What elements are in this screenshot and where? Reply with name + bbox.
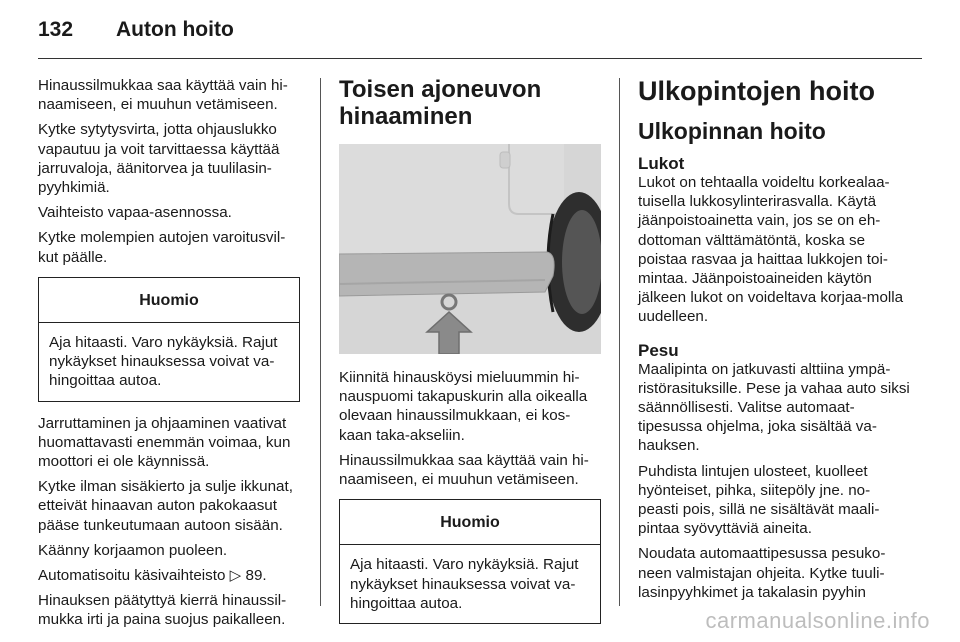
paragraph: Hinaussilmukkaa saa käyttää vain hi-naamiseen, ei muuhun vetämiseen. <box>339 451 589 489</box>
caution-note-title: Huomio <box>39 278 299 323</box>
header-divider <box>38 58 922 59</box>
caution-note-title: Huomio <box>340 500 600 545</box>
page-number: 132 <box>38 18 74 41</box>
column-divider-right <box>619 78 620 606</box>
paragraph: Kytke sytytysvirta, jotta ohjauslukko vapautuu ja voit tarvittaessa käyttää jarruvaloja, äänitorvea ja tuulilasin-pyyhkimiä. <box>38 121 280 197</box>
column-left <box>38 76 300 636</box>
cross-reference[interactable]: Automatisoitu käsivaihteisto ▷ 89. <box>38 567 267 585</box>
paragraph: Maalipinta on jatkuvasti alttiina ympä-ristörasituksille. Pese ja vahaa auto siksi säännöllisesti. Valitse automaat-tipesussa ohjelma, joka sisältää va-hauksen. <box>638 360 910 455</box>
watermark: carmanualsonline.info <box>705 608 930 633</box>
paragraph: Noudata automaattipesussa pesuko-neen valmistajan ohjeita. Kytke tuuli-lasinpyyhkimet ja takalasin pyyhin <box>638 545 886 601</box>
washing-section <box>638 341 910 602</box>
caution-note-body: Aja hitaasti. Varo nykäyksiä. Rajut nykäykset hinauksessa voivat va-hingoittaa autoa. <box>49 334 278 390</box>
paragraph: Jarruttaminen ja ohjaaminen vaativat huomattavasti enemmän voimaa, kun moottori ei ole käynnissä. <box>38 414 291 471</box>
paragraph: Kiinnitä hinausköysi mieluummin hi-nauspuomi takapuskurin alla oikealla olevaan hinaussilmukkaan, ei kos-kaan taka-akseliin. <box>339 369 588 444</box>
locks-section <box>638 154 910 327</box>
caution-note-body: Aja hitaasti. Varo nykäyksiä. Rajut nykäykset hinauksessa voivat va-hingoittaa autoa. <box>350 556 579 612</box>
paragraph: Vaihteisto vapaa-asennossa. <box>38 204 232 222</box>
section-heading: Ulkopinnan hoito <box>638 118 826 144</box>
page-header <box>38 18 234 48</box>
chapter-title: Auton hoito <box>116 18 234 41</box>
column-divider-left <box>320 78 321 606</box>
towing-eye-illustration <box>339 144 601 354</box>
caution-note <box>339 499 601 624</box>
caution-note <box>38 277 300 402</box>
rear-bumper-drawing <box>339 144 601 354</box>
paragraph: Kytke molempien autojen varoitusvil-kut päälle. <box>38 229 286 266</box>
paragraph: Puhdista lintujen ulosteet, kuolleet hyönteiset, pihka, siitepöly jne. no-peasti pois, sillä ne sisältävät maali-pintaa syövyttäviä aineita. <box>638 462 880 538</box>
paragraph: Lukot on tehtaalla voideltu korkealaa-tuisella lukkosylinterirasvalla. Käytä jäänpoistoainetta vain, jos se on eh-dottoman välttämätöntä, koska se poistaa rasvaa ja haittaa lukkojen toi-mintaa. Jäänpoistoaineiden käytön jälkeen lukot on voideltava korjaa-molla uudelleen. <box>638 174 904 326</box>
column-middle <box>339 76 601 636</box>
column-right <box>638 76 910 616</box>
paragraph: Käänny korjaamon puoleen. <box>38 541 228 559</box>
paragraph: Hinauksen päätyttyä kierrä hinaussil-mukka irti ja paina suojus paikalleen. <box>38 592 287 629</box>
paragraph: Kytke ilman sisäkierto ja sulje ikkunat, etteivät hinaavan auton pakokaasut pääse tunkeutumaan autoon sisään. <box>38 478 293 534</box>
subsection-heading: Pesu <box>638 340 679 360</box>
section-heading: Toisen ajoneuvon hinaaminen <box>339 76 542 130</box>
subsection-heading: Lukot <box>638 154 685 173</box>
chapter-heading: Ulkopintojen hoito <box>638 76 875 106</box>
paragraph: Hinaussilmukkaa saa käyttää vain hi-naamiseen, ei muuhun vetämiseen. <box>38 77 288 114</box>
